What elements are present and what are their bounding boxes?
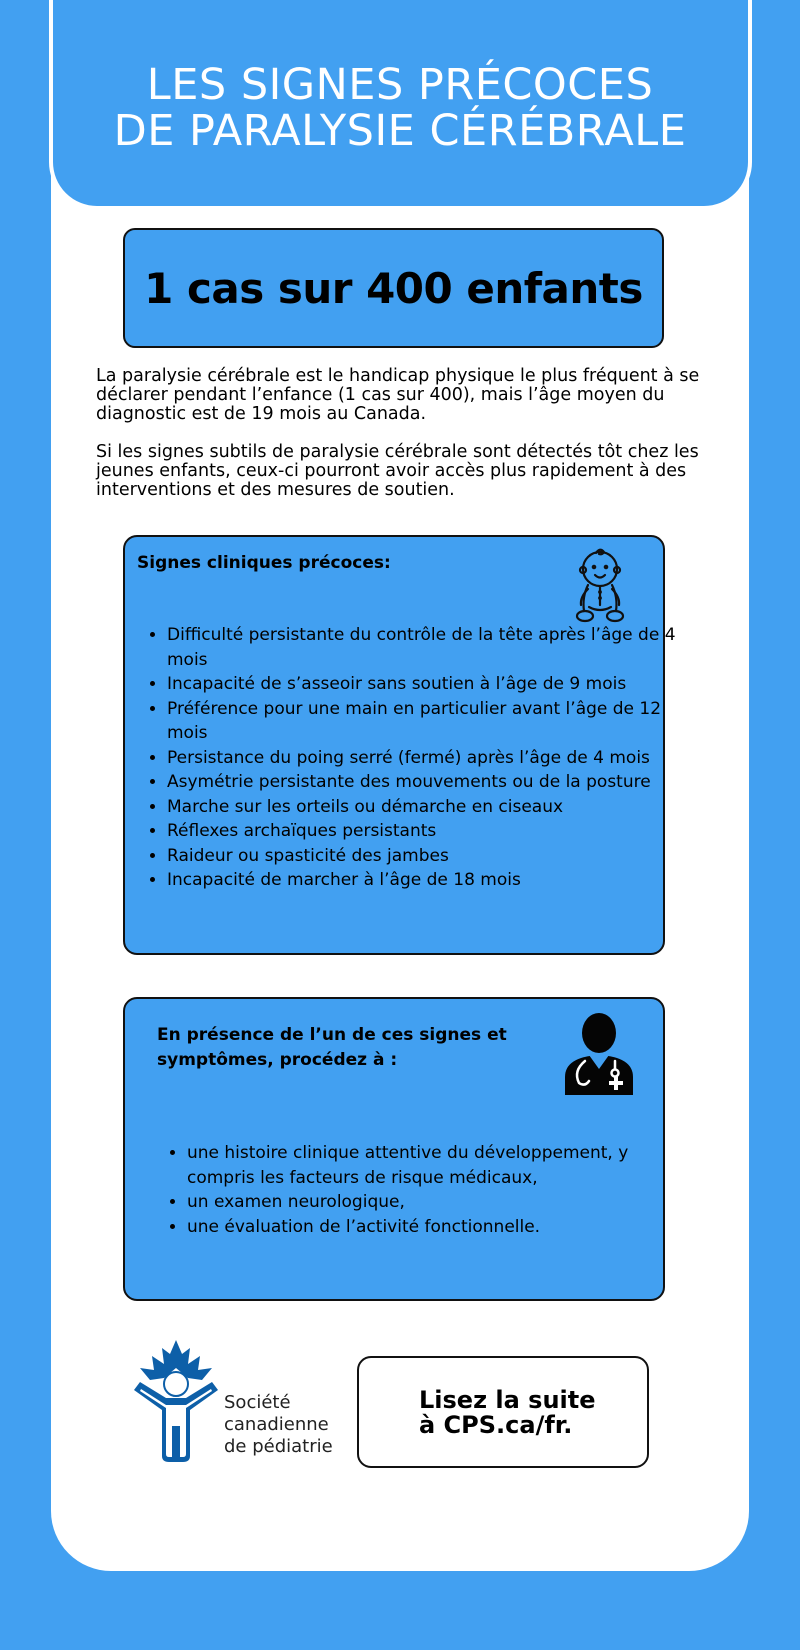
action-box <box>123 997 665 1301</box>
cta-line-2: à CPS.ca/fr. <box>419 1411 573 1439</box>
logo-line-3: de pédiatrie <box>224 1436 333 1457</box>
stat-box <box>123 228 664 348</box>
list-item: • une évaluation de l’activité fonctionnelle. <box>187 1215 667 1240</box>
page-title <box>57 0 743 208</box>
action-heading: En présence de l’un de ces signes et symptômes, procédez à : <box>157 1025 507 1070</box>
action-list <box>157 1141 667 1239</box>
list-item: • Marche sur les orteils ou démarche en ciseaux <box>167 795 685 820</box>
list-item: • Persistance du poing serré (fermé) après l’âge de 4 mois <box>167 746 685 771</box>
list-item: • un examen neurologique, <box>187 1190 667 1215</box>
list-item: • Réflexes archaïques persistants <box>167 819 685 844</box>
title-line-1: LES SIGNES PRÉCOCES <box>146 60 654 110</box>
doctor-icon <box>561 1011 637 1097</box>
cta-line-1: Lisez la suite <box>419 1386 596 1414</box>
maple-leaf-child-icon <box>128 1338 224 1464</box>
list-item: • Difficulté persistante du contrôle de la tête après l’âge de 4 mois <box>167 623 685 672</box>
list-item: • Préférence pour une main en particulier avant l’âge de 12 mois <box>167 697 685 746</box>
read-more-text <box>419 1388 639 1438</box>
list-item: • Raideur ou spasticité des jambes <box>167 844 685 869</box>
intro-paragraph-1: La paralysie cérébrale est le handicap physique le plus fréquent à se déclarer pendant l’enfance (1 cas sur 400), mais l’âge moyen du diagnostic est de 19 mois au Canada. <box>96 366 700 424</box>
logo-line-2: canadienne <box>224 1414 329 1435</box>
stat-text: 1 cas sur 400 enfants <box>144 263 643 313</box>
title-line-2: DE PARALYSIE CÉRÉBRALE <box>113 106 687 156</box>
list-item: • une histoire clinique attentive du développement, y compris les facteurs de risque médicaux, <box>187 1141 667 1190</box>
list-item: • Incapacité de marcher à l’âge de 18 mois <box>167 868 685 893</box>
clinical-signs-box <box>123 535 676 955</box>
read-more-box[interactable] <box>357 1356 649 1468</box>
intro-paragraph-2: Si les signes subtils de paralysie cérébrale sont détectés tôt chez les jeunes enfants, ceux-ci pourront avoir accès plus rapidement à des interventions et des mesures de soutien. <box>96 442 699 500</box>
logo-text <box>224 1392 344 1458</box>
baby-icon <box>569 545 631 625</box>
signs-heading: Signes cliniques précoces: <box>137 553 391 573</box>
signs-list <box>137 623 685 893</box>
list-item: • Incapacité de s’asseoir sans soutien à l’âge de 9 mois <box>167 672 685 697</box>
list-item: • Asymétrie persistante des mouvements ou de la posture <box>167 770 685 795</box>
logo-line-1: Société <box>224 1392 291 1413</box>
intro-text <box>96 367 716 519</box>
